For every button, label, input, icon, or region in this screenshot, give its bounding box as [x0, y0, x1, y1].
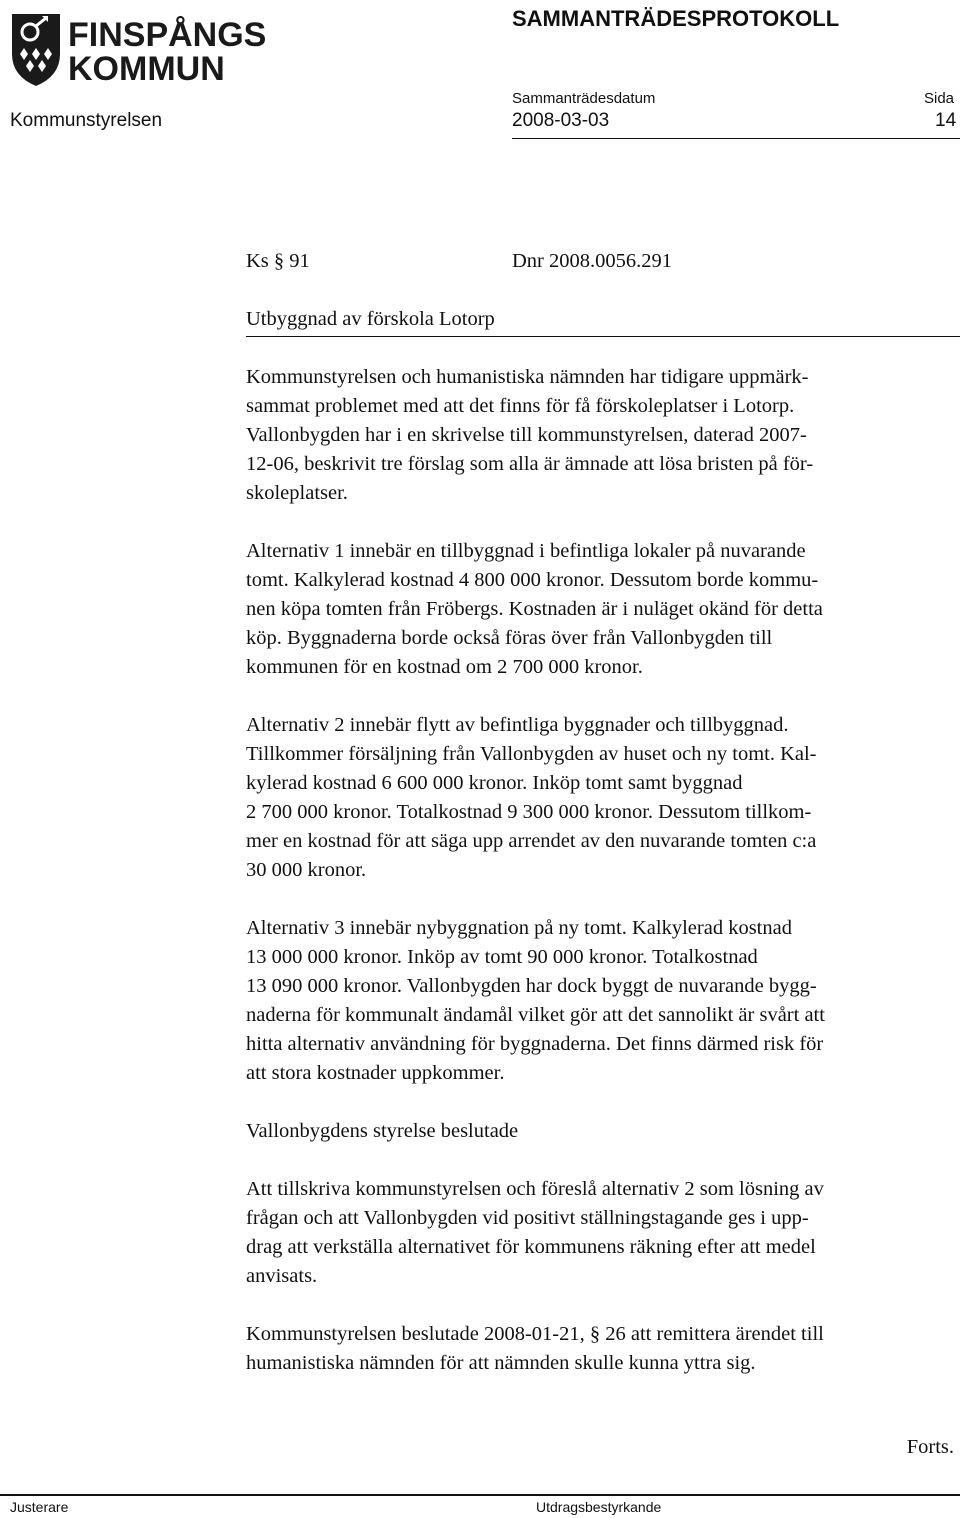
paragraph-line: frågan och att Vallonbygden vid positivt ställningstagande ges i upp-: [246, 1207, 809, 1229]
paragraph-line: anvisats.: [246, 1265, 318, 1287]
paragraph-line: sammat problemet med att det finns för få förskoleplatser i Lotorp.: [246, 395, 795, 417]
case-reference: [246, 247, 958, 276]
paragraph-line: Alternativ 1 innebär en tillbyggnad i befintliga lokaler på nuvarande: [246, 540, 806, 562]
page-label: Sida: [924, 90, 955, 107]
paragraph: [246, 537, 958, 682]
paragraph-line: att stora kostnader uppkommer.: [246, 1062, 505, 1084]
paragraph-reference: Ks § 91: [246, 250, 310, 272]
coat-of-arms-icon: [8, 10, 308, 90]
document-body: [246, 247, 958, 1407]
footer-utdragsbestyrkande: Utdragsbestyrkande: [536, 1499, 662, 1515]
paragraph-line: Tillkommer försäljning från Vallonbygden av huset och ny tomt. Kal-: [246, 743, 817, 765]
paragraph-line: drag att verkställa alternativet för kommunens räkning efter att medel: [246, 1236, 816, 1258]
footer-justerare: Justerare: [10, 1499, 69, 1515]
paragraph-line: Kommunstyrelsen och humanistiska nämnden har tidigare uppmärk-: [246, 366, 809, 388]
continued-marker: Forts.: [906, 1436, 954, 1458]
paragraph: [246, 1320, 958, 1378]
diary-number: Dnr 2008.0056.291: [512, 250, 673, 272]
paragraph-line: tomt. Kalkylerad kostnad 4 800 000 kronor. Dessutom borde kommu-: [246, 569, 819, 591]
paragraph-line: 13 000 000 kronor. Inköp av tomt 90 000 kronor. Totalkostnad: [246, 946, 758, 968]
paragraph: [246, 1175, 958, 1291]
meeting-date-label: Sammanträdesdatum: [512, 90, 656, 107]
header-divider: [512, 138, 960, 139]
municipality-logo: [8, 10, 308, 90]
case-title-block: [246, 305, 958, 334]
paragraph-line: Kommunstyrelsen beslutade 2008-01-21, § 26 att remittera ärendet till: [246, 1323, 824, 1345]
paragraph-line: naderna för kommunalt ändamål vilket gör att det sannolikt är svårt att: [246, 1004, 825, 1026]
paragraph-line: 30 000 kronor.: [246, 859, 367, 881]
paragraph-line: Vallonbygden har i en skrivelse till kommunstyrelsen, daterad 2007-: [246, 424, 807, 446]
paragraph-line: hitta alternativ användning för byggnaderna. Det finns därmed risk för: [246, 1033, 824, 1055]
paragraph-line: 13 090 000 kronor. Vallonbygden har dock byggt de nuvarande bygg-: [246, 975, 817, 997]
logo-text-line1: FINSPÅNGS: [68, 16, 267, 54]
paragraph-list: [246, 363, 958, 1378]
paragraph-line: skoleplatser.: [246, 482, 348, 504]
paragraph-line: Att tillskriva kommunstyrelsen och föreslå alternativ 2 som lösning av: [246, 1178, 824, 1200]
paragraph: [246, 363, 958, 508]
paragraph-line: 12-06, beskrivit tre förslag som alla är ämnade att lösa bristen på för-: [246, 453, 814, 475]
paragraph-line: 2 700 000 kronor. Totalkostnad 9 300 000 kronor. Dessutom tillkom-: [246, 801, 812, 823]
paragraph-line: nen köpa tomten från Fröbergs. Kostnaden är i nuläget okänd för detta: [246, 598, 823, 620]
paragraph-line: kylerad kostnad 6 600 000 kronor. Inköp tomt samt byggnad: [246, 772, 743, 794]
paragraph-line: Alternativ 2 innebär flytt av befintliga byggnader och tillbyggnad.: [246, 714, 789, 736]
paragraph-line: humanistiska nämnden för att nämnden skulle kunna yttra sig.: [246, 1352, 756, 1374]
paragraph-line: Alternativ 3 innebär nybyggnation på ny tomt. Kalkylerad kostnad: [246, 917, 792, 939]
organization-name: Kommunstyrelsen: [10, 110, 163, 131]
logo-text-line2: KOMMUN: [68, 50, 225, 88]
paragraph: [246, 711, 958, 885]
title-divider: [246, 336, 960, 337]
paragraph-line: köp. Byggnaderna borde också föras över från Vallonbygden till: [246, 627, 773, 649]
page-number: 14: [935, 110, 957, 131]
meeting-date: 2008-03-03: [512, 110, 610, 131]
case-title: Utbyggnad av förskola Lotorp: [246, 308, 495, 330]
document-type: SAMMANTRÄDESPROTOKOLL: [512, 6, 840, 31]
footer-divider: [0, 1494, 960, 1496]
paragraph-line: mer en kostnad för att säga upp arrendet av den nuvarande tomten c:a: [246, 830, 817, 852]
paragraph-line: kommunen för en kostnad om 2 700 000 kronor.: [246, 656, 643, 678]
paragraph: [246, 1117, 958, 1146]
paragraph: [246, 914, 958, 1088]
paragraph-line: Vallonbygdens styrelse beslutade: [246, 1120, 519, 1142]
